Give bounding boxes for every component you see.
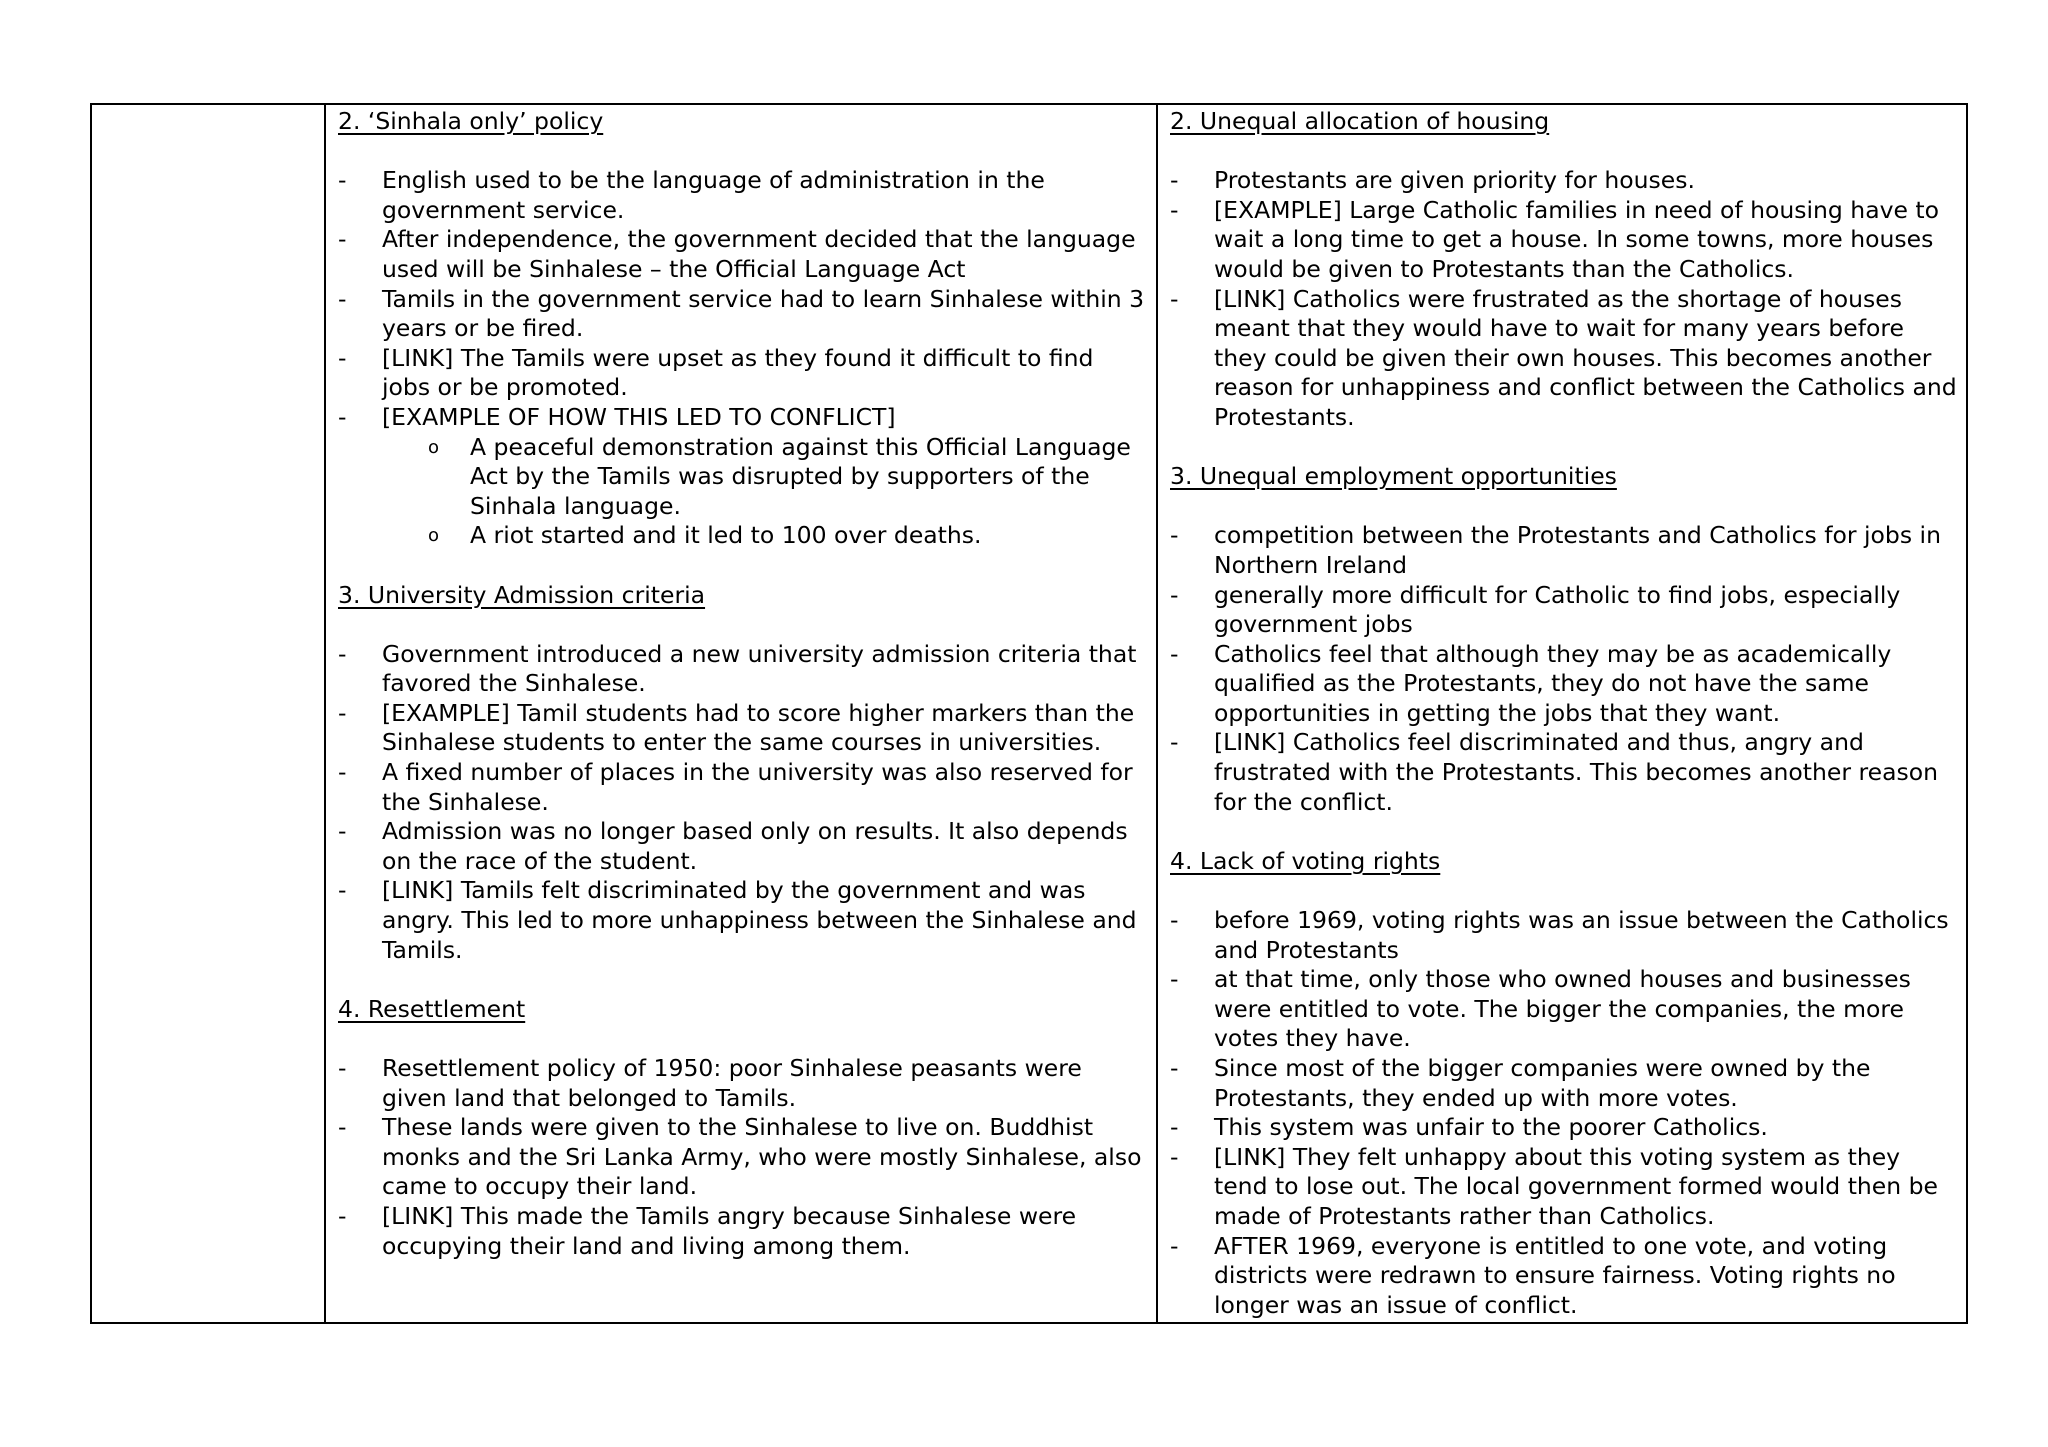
- bullet-list: [1170, 906, 1958, 1320]
- list-item-text: [LINK] Catholics were frustrated as the shortage of houses meant that they would have to wait for many years before they could be given their own houses. This becomes another reason for unhappiness and conflict between the Catholics and Protestants.: [1214, 284, 1957, 431]
- section-heading: 2. ‘Sinhala only’ policy: [338, 107, 604, 135]
- list-item-text: at that time, only those who owned houses and businesses were entitled to vote. The bigger the companies, the more votes they have.: [1214, 965, 1911, 1053]
- bullet-list: [1170, 521, 1958, 817]
- section-spacer: [338, 551, 1148, 581]
- section-heading: 3. University Admission criteria: [338, 580, 706, 609]
- list-item: [1170, 1113, 1958, 1143]
- section-spacer: [1170, 137, 1958, 167]
- list-item: [338, 1113, 1148, 1202]
- list-item-text: Since most of the bigger companies were owned by the Protestants, they ended up with more votes.: [1214, 1054, 1871, 1112]
- northern-ireland-causes-cell: [1157, 104, 1967, 1323]
- section-spacer: [1170, 876, 1958, 906]
- list-item: [338, 285, 1148, 344]
- list-item: [1170, 1054, 1958, 1113]
- sub-list-item: o A peaceful demonstration against this Official Language Act by the Tamils was disrupted by supporters of the Sinhala language.: [382, 433, 1148, 522]
- list-item: [1170, 521, 1958, 580]
- list-item: [338, 699, 1148, 758]
- middle-cell-content: [326, 105, 1156, 1261]
- list-item: [1170, 965, 1958, 1054]
- list-item-text: Government introduced a new university admission criteria that favored the Sinhalese.: [382, 639, 1137, 698]
- section-spacer: [338, 1024, 1148, 1054]
- empty-first-column-cell: [91, 104, 325, 1323]
- list-item: [1170, 1232, 1958, 1321]
- list-item-text: Resettlement policy of 1950: poor Sinhalese peasants were given land that belonged to Tamils.: [382, 1054, 1082, 1112]
- list-item: [1170, 1143, 1958, 1232]
- section-spacer: [338, 965, 1148, 995]
- section-heading: 3. Unequal employment opportunities: [1170, 462, 1617, 491]
- table-row: [91, 104, 1967, 1323]
- list-item: [338, 640, 1148, 699]
- bullet-list: [338, 1054, 1148, 1261]
- section-spacer: [1170, 433, 1958, 463]
- section-spacer: [338, 137, 1148, 167]
- bullet-list: [338, 166, 1148, 551]
- sri-lanka-causes-cell: [325, 104, 1157, 1323]
- list-item-text: This system was unfair to the poorer Catholics.: [1214, 1113, 1768, 1142]
- list-item: [1170, 285, 1958, 433]
- sub-bullet-list: [382, 433, 1148, 551]
- list-item: [338, 817, 1148, 876]
- list-item-text: Tamils in the government service had to learn Sinhalese within 3 years or be fired.: [382, 284, 1145, 343]
- list-item: [1170, 581, 1958, 640]
- list-item-text: AFTER 1969, everyone is entitled to one vote, and voting districts were redrawn to ensure fairness. Voting rights no longer was an issue of conflict.: [1214, 1231, 1896, 1319]
- list-item-text: [LINK] The Tamils were upset as they found it difficult to find jobs or be promoted.: [382, 343, 1094, 402]
- list-item: [1170, 906, 1958, 965]
- list-item: [338, 1202, 1148, 1261]
- list-item-text: Catholics feel that although they may be as academically qualified as the Protestants, they do not have the same opportunities in getting the jobs that they want.: [1214, 639, 1892, 727]
- list-item-text: [EXAMPLE] Large Catholic families in need of housing have to wait a long time to get a house. In some towns, more houses would be given to Protestants than the Catholics.: [1214, 195, 1940, 283]
- list-item-text: [EXAMPLE OF HOW THIS LED TO CONFLICT]: [382, 402, 896, 431]
- list-item: [338, 344, 1148, 403]
- list-item-text: [LINK] Catholics feel discriminated and thus, angry and frustrated with the Protestants. This becomes another reason for the conflict.: [1214, 728, 1938, 816]
- list-item-text: [LINK] This made the Tamils angry because Sinhalese were occupying their land and living among them.: [382, 1201, 1077, 1260]
- section-spacer: [338, 610, 1148, 640]
- list-item: [1170, 196, 1958, 285]
- list-item-text: [LINK] They felt unhappy about this voting system as they tend to lose out. The local government formed would then be made of Protestants rather than Catholics.: [1214, 1142, 1939, 1230]
- list-item-text: competition between the Protestants and Catholics for jobs in Northern Ireland: [1214, 521, 1941, 579]
- notes-table: [90, 103, 1968, 1324]
- list-item-text: Admission was no longer based only on results. It also depends on the race of the student.: [382, 817, 1128, 875]
- section-spacer: [1170, 817, 1958, 847]
- section-heading: 4. Resettlement: [338, 994, 526, 1023]
- list-item: [1170, 728, 1958, 817]
- section-heading: 4. Lack of voting rights: [1170, 846, 1441, 875]
- list-item: [338, 225, 1148, 284]
- list-item: [1170, 640, 1958, 729]
- bullet-list: [1170, 166, 1958, 432]
- list-item-text: generally more difficult for Catholic to find jobs, especially government jobs: [1214, 580, 1901, 639]
- list-item: [338, 876, 1148, 965]
- list-item: [338, 1054, 1148, 1113]
- list-item-text: After independence, the government decided that the language used will be Sinhalese – the Official Language Act: [382, 225, 1136, 283]
- list-item: [338, 403, 1148, 551]
- list-item-text: Protestants are given priority for houses.: [1214, 166, 1695, 195]
- list-item-text: These lands were given to the Sinhalese to live on. Buddhist monks and the Sri Lanka Army, who were mostly Sinhalese, also came to occupy their land.: [382, 1113, 1142, 1201]
- list-item-text: before 1969, voting rights was an issue between the Catholics and Protestants: [1214, 906, 1949, 964]
- right-cell-content: [1158, 105, 1966, 1320]
- list-item-text: [EXAMPLE] Tamil students had to score higher markers than the Sinhalese students to enter the same courses in universities.: [382, 698, 1135, 757]
- bullet-list: [338, 640, 1148, 966]
- list-item: [1170, 166, 1958, 196]
- list-item-text: A fixed number of places in the university was also reserved for the Sinhalese.: [382, 758, 1133, 816]
- list-item: [338, 166, 1148, 225]
- sub-list-item: o A riot started and it led to 100 over deaths.: [382, 521, 1148, 551]
- list-item-text: [LINK] Tamils felt discriminated by the government and was angry. This led to more unhappiness between the Sinhalese and Tamils.: [382, 876, 1137, 964]
- list-item: [338, 758, 1148, 817]
- section-spacer: [1170, 492, 1958, 522]
- list-item-text: English used to be the language of administration in the government service.: [382, 166, 1045, 224]
- section-heading: 2. Unequal allocation of housing: [1170, 107, 1550, 135]
